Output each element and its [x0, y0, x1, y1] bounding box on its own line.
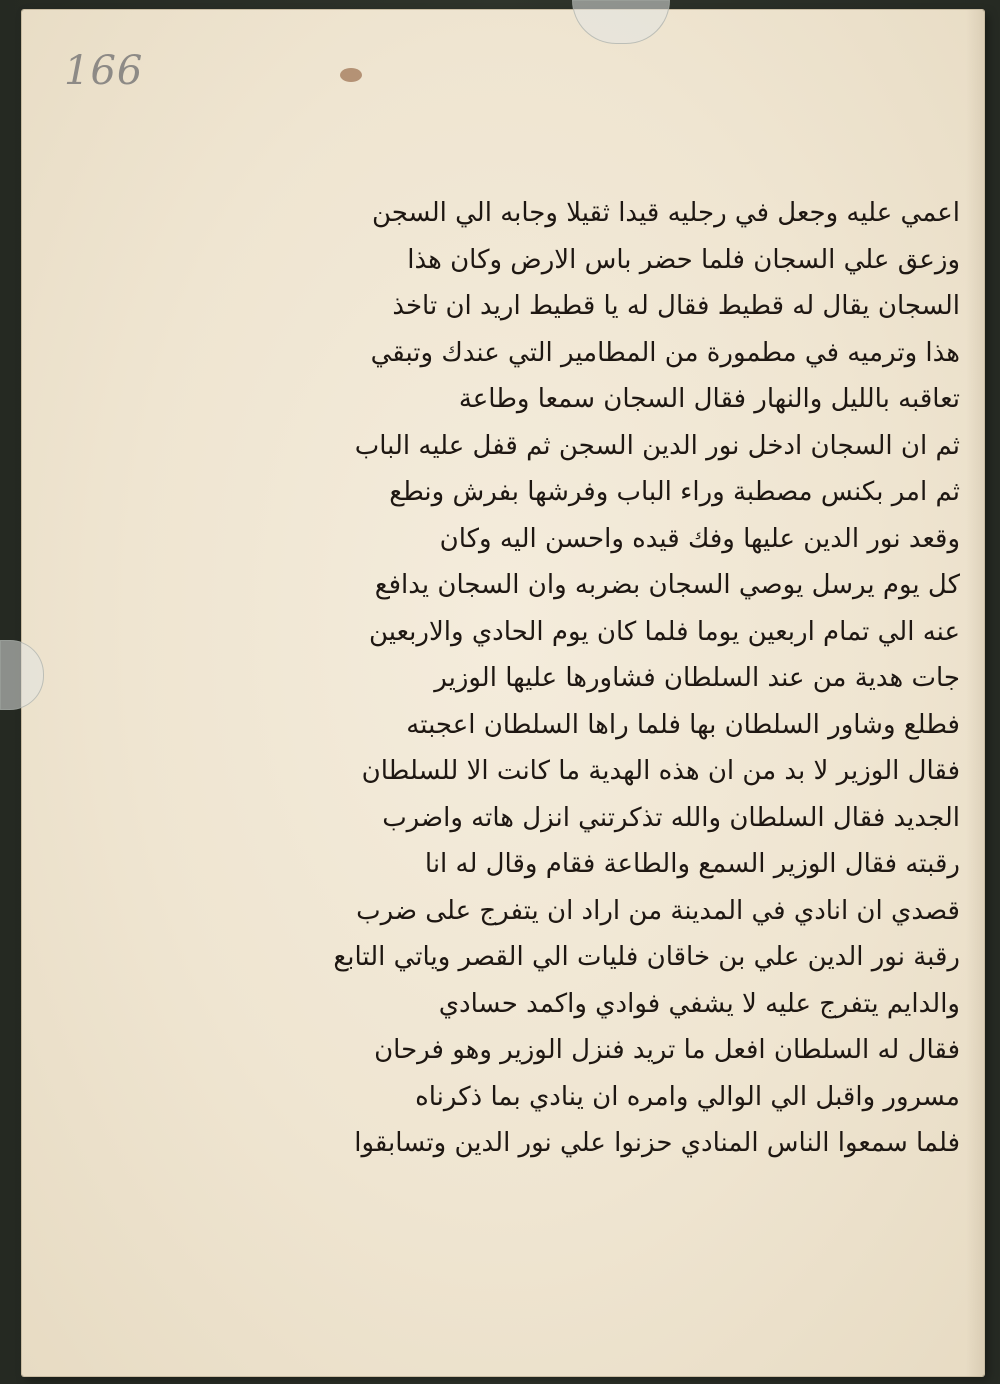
manuscript-line: هذا وترميه في مطمورة من المطامير التي عندك وتبقي [370, 337, 960, 368]
manuscript-line: كل يوم يرسل يوصي السجان بضربه وان السجان يدافع [374, 570, 960, 600]
manuscript-line: فقال له السلطان افعل ما تريد فنزل الوزير وهو فرحان [374, 1035, 960, 1065]
manuscript-line: رقبة نور الدين علي بن خاقان فليات الي القصر وياتي التابع [333, 942, 960, 972]
manuscript-line: الجديد فقال السلطان والله تذكرتني انزل هاته واضرب [382, 802, 960, 833]
manuscript-line: وقعد نور الدين عليها وفك قيده واحسن اليه وكان [439, 523, 960, 554]
page-edge-shadow [966, 10, 984, 1376]
folio-number: 166 [64, 48, 144, 94]
manuscript-line: فلما سمعوا الناس المنادي حزنوا علي نور الدين وتسابقوا [354, 1128, 960, 1158]
manuscript-text-block [170, 190, 960, 1167]
manuscript-line: فطلع وشاور السلطان بها فلما راها السلطان اعجبته [406, 709, 960, 740]
manuscript-line: قصدي ان انادي في المدينة من اراد ان يتفرج على ضرب [356, 895, 960, 926]
manuscript-line: ثم امر بكنس مصطبة وراء الباب وفرشها بفرش ونطع [389, 477, 960, 507]
manuscript-line: وزعق علي السجان فلما حضر باس الارض وكان هذا [407, 244, 960, 275]
manuscript-line: ثم ان السجان ادخل نور الدين السجن ثم قفل عليه الباب [354, 430, 960, 461]
manuscript-line: والدايم يتفرج عليه لا يشفي فوادي واكمد حسادي [438, 988, 960, 1019]
manuscript-line: عنه الي تمام اربعين يوما فلما كان يوم الحادي والاربعين [368, 616, 960, 647]
manuscript-line: تعاقبه بالليل والنهار فقال السجان سمعا وطاعة [458, 384, 960, 414]
ink-stain [340, 68, 362, 82]
manuscript-line: مسرور واقبل الي الوالي وامره ان ينادي بما ذكرناه [415, 1081, 960, 1112]
manuscript-line: السجان يقال له قطيط فقال له يا قطيط اريد ان تاخذ [392, 291, 960, 321]
manuscript-line: جات هدية من عند السلطان فشاورها عليها الوزير [434, 663, 960, 693]
manuscript-line: فقال الوزير لا بد من ان هذه الهدية ما كانت الا للسلطان [361, 756, 960, 786]
manuscript-line: اعمي عليه وجعل في رجليه قيدا ثقيلا وجابه الي السجن [371, 198, 960, 228]
manuscript-line: رقبته فقال الوزير السمع والطاعة فقام وقال له انا [424, 849, 960, 879]
